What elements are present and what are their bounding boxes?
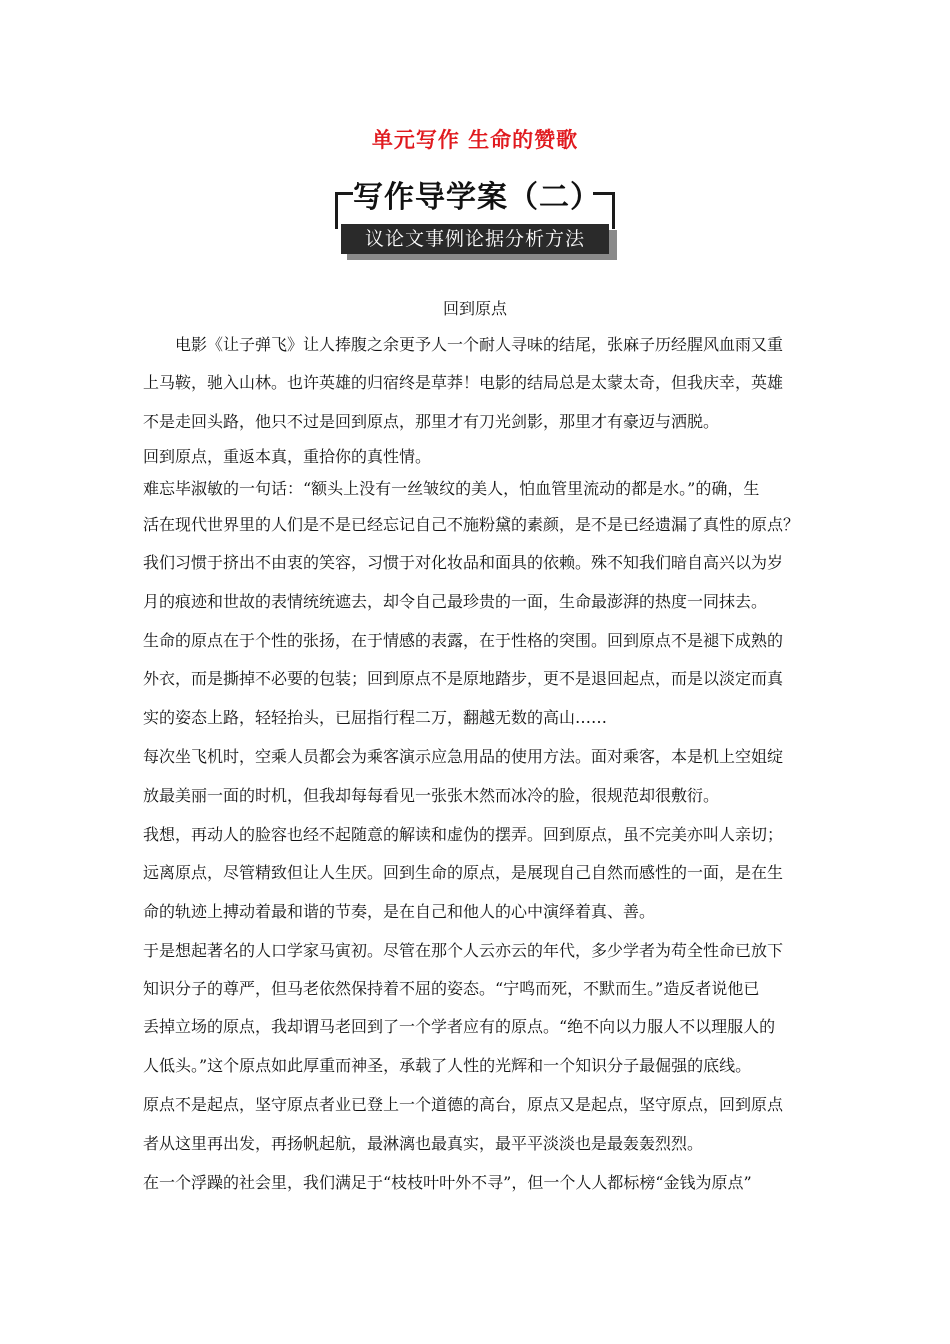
text-line: 上马鞍，驰入山林。也许英雄的归宿终是草莽！电影的结局总是太蒙太奇，但我庆幸，英雄 — [143, 373, 784, 392]
text-line: 回到原点，重返本真，重拾你的真性情。 — [143, 447, 432, 466]
essay-body — [143, 326, 823, 1202]
text-line: 命的轨迹上搏动着最和谐的节奏，是在自己和他人的心中演绎着真、善。 — [143, 902, 656, 921]
paragraph — [143, 816, 823, 932]
text-line: 我想，再动人的脸容也经不起随意的解读和虚伪的摆弄。回到原点，虽不完美亦叫人亲切； — [143, 825, 784, 844]
text-line: 我们习惯于挤出不由衷的笑容，习惯于对化妆品和面具的依赖。殊不知我们暗自高兴以为岁 — [143, 553, 784, 572]
text-line: 在一个浮躁的社会里，我们满足于“枝枝叶叶外不寻”，但一个人人都标榜“金钱为原点” — [143, 1173, 752, 1192]
text-line: 不是走回头路，他只不过是回到原点，那里才有刀光剑影，那里才有豪迈与洒脱。 — [143, 412, 720, 431]
banner-main-title: 写作导学案（二） — [353, 178, 593, 218]
paragraph — [143, 1164, 823, 1202]
text-line: 实的姿态上路，轻轻抬头，已屈指行程二万，翻越无数的高山…… — [143, 708, 608, 727]
text-line: 月的痕迹和世故的表情统统遮去，却令自己最珍贵的一面，生命最澎湃的热度一同抹去。 — [143, 592, 768, 611]
paragraph — [143, 1086, 823, 1164]
text-line: 知识分子的尊严，但马老依然保持着不屈的姿态。“宁鸣而死，不默而生。”造反者说他已 — [143, 979, 760, 998]
section-banner — [335, 178, 617, 262]
paragraph — [143, 326, 823, 442]
text-line: 外衣，而是撕掉不必要的包装；回到原点不是原地踏步，更不是退回起点，而是以淡定而真 — [143, 669, 784, 688]
text-line: 于是想起著名的人口学家马寅初。尽管在那个人云亦云的年代，多少学者为苟全性命已放下 — [143, 941, 784, 960]
text-line: 难忘毕淑敏的一句话：“额头上没有一丝皱纹的美人，怕血管里流动的都是水。”的确，生 — [143, 479, 760, 498]
text-line: 活在现代世界里的人们是不是已经忘记自己不施粉黛的素颜，是不是已经遗漏了真性的原点？ — [143, 515, 800, 534]
paragraph — [143, 442, 823, 472]
text-line: 者从这里再出发，再扬帆起航，最淋漓也最真实，最平平淡淡也是最轰轰烈烈。 — [143, 1134, 704, 1153]
paragraph — [143, 932, 823, 1086]
text-line: 远离原点，尽管精致但让人生厌。回到生命的原点，是展现自己自然而感性的一面，是在生 — [143, 863, 784, 882]
paragraph — [143, 472, 823, 622]
text-line: 生命的原点在于个性的张扬，在于情感的表露，在于性格的突围。回到原点不是褪下成熟的 — [143, 631, 784, 650]
banner-subtitle: 议论文事例论据分析方法 — [341, 224, 609, 254]
text-line: 丢掉立场的原点，我却谓马老回到了一个学者应有的原点。“绝不向以力服人不以理服人的 — [143, 1017, 776, 1036]
text-line: 人低头。”这个原点如此厚重而神圣，承载了人性的光辉和一个知识分子最倔强的底线。 — [143, 1056, 752, 1075]
paragraph — [143, 622, 823, 738]
unit-title: 单元写作 生命的赞歌 — [371, 128, 579, 152]
paragraph — [143, 738, 823, 816]
essay-title: 回到原点 — [442, 299, 507, 318]
text-line: 原点不是起点，坚守原点者业已登上一个道德的高台，原点又是起点，坚守原点，回到原点 — [143, 1095, 784, 1114]
text-line: 电影《让子弹飞》让人捧腹之余更予人一个耐人寻味的结尾，张麻子历经腥风血雨又重 — [175, 335, 784, 354]
text-line: 每次坐飞机时，空乘人员都会为乘客演示应急用品的使用方法。面对乘客，本是机上空姐绽 — [143, 747, 784, 766]
text-line: 放最美丽一面的时机，但我却每每看见一张张木然而冰冷的脸，很规范却很敷衍。 — [143, 786, 720, 805]
